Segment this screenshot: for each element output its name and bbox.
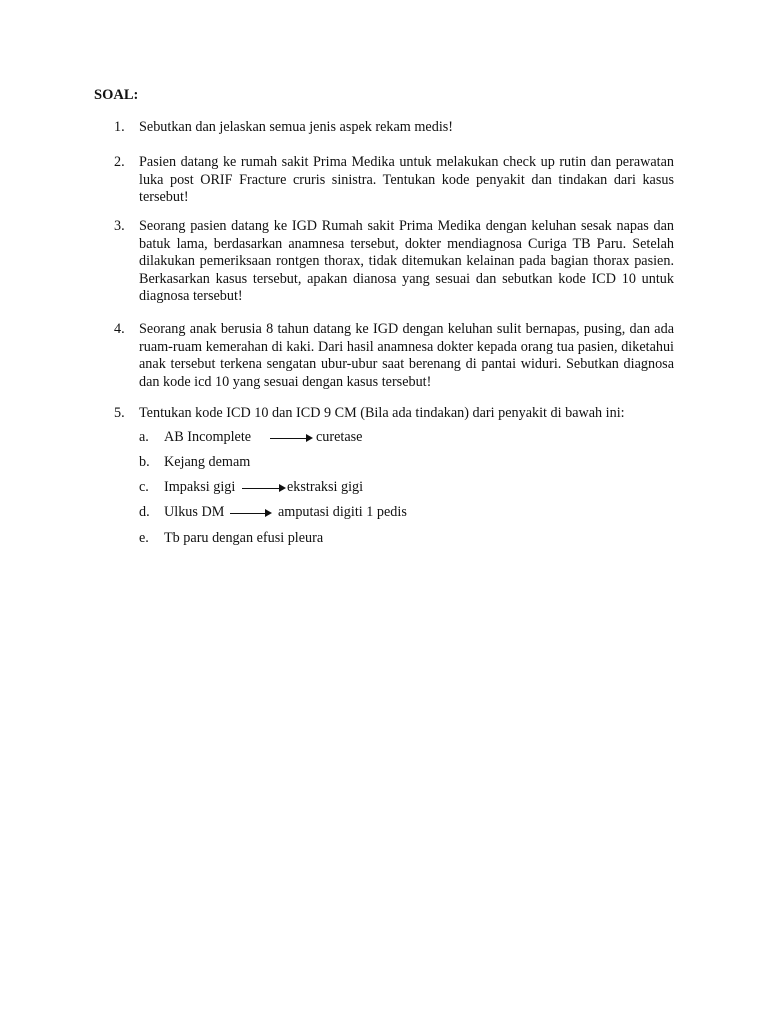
right-arrow-icon: [230, 513, 270, 514]
sub-item-procedure: curetase: [316, 429, 363, 445]
page-heading: SOAL:: [94, 87, 139, 103]
question-number: 4.: [114, 321, 125, 337]
sub-item-text: Impaksi gigi: [164, 479, 236, 495]
question-text: Sebutkan dan jelaskan semua jenis aspek rekam medis!: [139, 119, 454, 135]
sub-item-text: AB Incomplete: [164, 429, 252, 445]
question-number: 5.: [114, 405, 125, 421]
sub-item-text: Ulkus DM: [164, 504, 225, 520]
sub-item-letter: d.: [139, 504, 150, 520]
question-text: Seorang anak berusia 8 tahun datang ke IGD dengan keluhan sulit bernapas, pusing, dan ada ruam-ruam kemerahan di kaki. Dari hasil anamnesa dokter kepada orang tua pasien, diketahui anak tersebut terkena sengatan ubur-ubur saat berenang di pantai widuri. Sebutkan diagnosa dan kode icd 10 yang sesuai dengan kasus tersebut!: [139, 321, 674, 390]
question-text: Seorang pasien datang ke IGD Rumah sakit Prima Medika dengan keluhan sesak napas dan batuk lama, berdasarkan anamnesa tersebut, dokter mendiagnosa Curiga TB Paru. Setelah dilakukan pemeriksaan rontgen thorax, tidak ditemukan kelainan pada bagian thorax pasien. Berkasarkan kasus tersebut, apakan dianosa yang sesuai dan sebutkan kode ICD 10 untuk diagnosa tersebut!: [139, 218, 674, 305]
question-number: 3.: [114, 218, 125, 234]
sub-item-text: Tb paru dengan efusi pleura: [164, 530, 324, 546]
right-arrow-icon: [270, 438, 311, 439]
question-text: Pasien datang ke rumah sakit Prima Medika untuk melakukan check up rutin dan perawatan luka post ORIF Fracture cruris sinistra. Tentukan kode penyakit dan tindakan dari kasus tersebut!: [139, 154, 674, 206]
sub-item-procedure: amputasi digiti 1 pedis: [278, 504, 407, 520]
question-text: Tentukan kode ICD 10 dan ICD 9 CM (Bila ada tindakan) dari penyakit di bawah ini:: [139, 405, 625, 421]
sub-item-letter: a.: [139, 429, 149, 445]
right-arrow-icon: [242, 488, 284, 489]
sub-item-letter: e.: [139, 530, 149, 546]
sub-item-procedure: ekstraksi gigi: [287, 479, 364, 495]
question-number: 1.: [114, 119, 125, 135]
sub-item-letter: b.: [139, 454, 150, 470]
question-number: 2.: [114, 154, 125, 170]
sub-item-letter: c.: [139, 479, 149, 495]
sub-item-text: Kejang demam: [164, 454, 251, 470]
